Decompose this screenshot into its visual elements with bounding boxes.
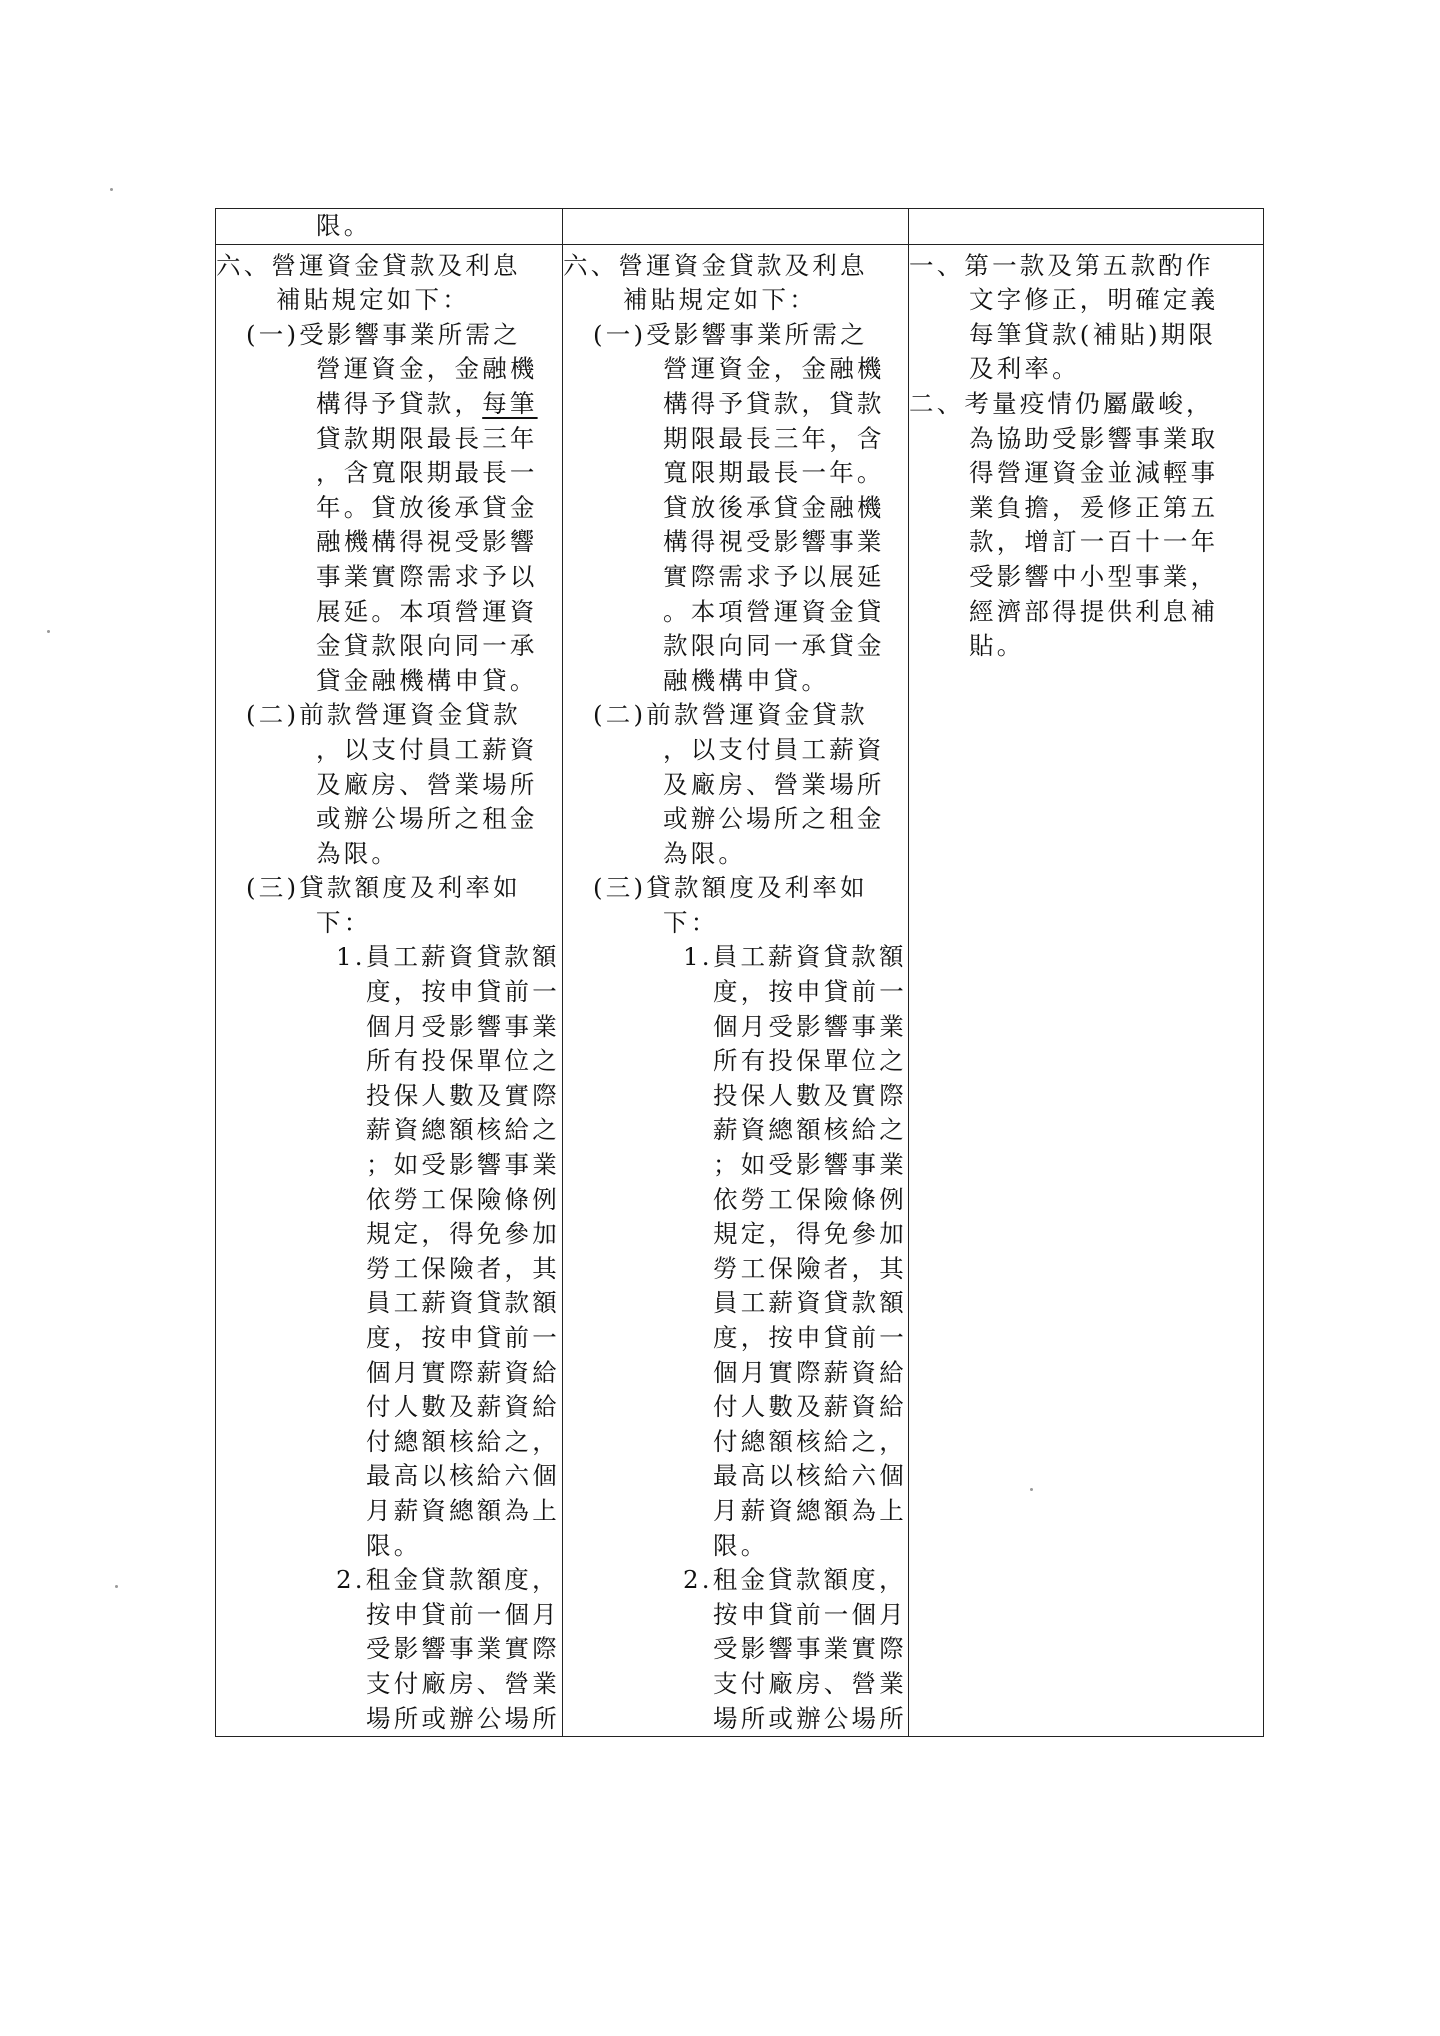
line-text: 受影響事業實際 bbox=[713, 1634, 907, 1664]
line-text: 及廠房、營業場所 bbox=[663, 769, 885, 799]
current-line bbox=[563, 1356, 908, 1391]
line-text: 支付廠房、營業 bbox=[366, 1668, 560, 1698]
line-text: 貼。 bbox=[969, 631, 1025, 661]
current-line bbox=[563, 422, 908, 457]
current-line bbox=[563, 1217, 908, 1252]
line-text: 最高以核給六個 bbox=[366, 1461, 560, 1491]
line-text: 場所或辦公場所 bbox=[713, 1703, 907, 1733]
amended-line bbox=[216, 387, 562, 422]
current-line bbox=[563, 1286, 908, 1321]
line-text: 二、考量疫情仍屬嚴峻， bbox=[909, 388, 1214, 418]
line-text: (一)受影響事業所需之 bbox=[246, 319, 521, 349]
amended-line bbox=[216, 1598, 562, 1633]
amended-line bbox=[216, 491, 562, 526]
amended-line bbox=[216, 1356, 562, 1391]
current-line bbox=[563, 1183, 908, 1218]
underlined-text: 每筆 bbox=[482, 388, 538, 418]
line-text: 按申貸前一個月 bbox=[366, 1599, 560, 1629]
explanation-line bbox=[909, 456, 1263, 491]
line-text: 月薪資總額為上 bbox=[713, 1495, 907, 1525]
current-line bbox=[563, 1563, 908, 1598]
line-text: 度，按申貸前一 bbox=[366, 1323, 560, 1352]
current-line bbox=[563, 871, 908, 906]
amended-line bbox=[216, 283, 562, 318]
column-current-text bbox=[563, 245, 908, 1737]
amended-line bbox=[216, 1113, 562, 1148]
current-line bbox=[563, 698, 908, 733]
amended-line bbox=[216, 1217, 562, 1252]
amended-line bbox=[216, 249, 562, 284]
current-line bbox=[563, 837, 908, 872]
current-line bbox=[563, 664, 908, 699]
line-text: (二)前款營運資金貸款 bbox=[246, 700, 521, 730]
current-line bbox=[563, 1494, 908, 1529]
amended-line bbox=[216, 1252, 562, 1287]
comparison-table bbox=[215, 208, 1264, 1737]
current-line bbox=[563, 1632, 908, 1667]
line-text: 補貼規定如下： bbox=[623, 285, 817, 315]
line-text: 員工薪資貸款額 bbox=[713, 1288, 907, 1318]
current-line bbox=[563, 940, 908, 975]
line-text: 限。 bbox=[366, 1530, 422, 1560]
line-text: 月薪資總額為上 bbox=[366, 1495, 560, 1525]
amended-line bbox=[216, 664, 562, 699]
amended-line bbox=[216, 1148, 562, 1183]
line-text: ，以支付員工薪資 bbox=[316, 734, 538, 764]
line-text: 1.員工薪資貸款額 bbox=[336, 942, 560, 972]
amended-line bbox=[216, 1010, 562, 1045]
current-line bbox=[563, 1148, 908, 1183]
line-text: 構得予貸款，貸款 bbox=[663, 388, 885, 418]
current-line bbox=[563, 733, 908, 768]
column-amended-text bbox=[216, 245, 562, 1737]
amended-line bbox=[216, 352, 562, 387]
line-text: 依勞工保險條例 bbox=[366, 1184, 560, 1214]
explanation-line bbox=[909, 560, 1263, 595]
amended-line bbox=[216, 560, 562, 595]
line-text: ，以支付員工薪資 bbox=[663, 734, 885, 764]
current-line bbox=[563, 560, 908, 595]
explanation-line bbox=[909, 595, 1263, 630]
amended-line bbox=[216, 318, 562, 353]
current-line bbox=[563, 525, 908, 560]
amended-line bbox=[216, 768, 562, 803]
current-line bbox=[563, 1459, 908, 1494]
current-line bbox=[563, 456, 908, 491]
amended-line bbox=[216, 456, 562, 491]
line-text: 為協助受影響事業取 bbox=[969, 423, 1219, 453]
current-line bbox=[563, 283, 908, 318]
current-line bbox=[563, 768, 908, 803]
line-text: 下： bbox=[663, 907, 719, 937]
line-text: 六、營運資金貸款及利息 bbox=[563, 250, 868, 280]
explanation-line bbox=[909, 525, 1263, 560]
amended-line bbox=[216, 837, 562, 872]
current-line bbox=[563, 802, 908, 837]
amended-line bbox=[216, 422, 562, 457]
line-text: 每筆貸款(補貼)期限 bbox=[969, 319, 1217, 349]
amended-line bbox=[216, 629, 562, 664]
current-line bbox=[563, 1529, 908, 1564]
line-text: 六、營運資金貸款及利息 bbox=[216, 250, 521, 280]
line-text: (三)貸款額度及利率如 bbox=[246, 873, 521, 903]
line-text: 得營運資金並減輕事 bbox=[969, 458, 1219, 488]
line-text: 金貸款限向同一承 bbox=[316, 631, 538, 661]
line-text: 最高以核給六個 bbox=[713, 1461, 907, 1491]
line-text: 按申貸前一個月 bbox=[713, 1599, 907, 1629]
line-text: 投保人數及實際 bbox=[366, 1080, 560, 1110]
line-text: ；如受影響事業 bbox=[713, 1150, 907, 1180]
line-text: 個月受影響事業 bbox=[713, 1011, 907, 1041]
amended-line bbox=[216, 1425, 562, 1460]
column-explanation bbox=[909, 244, 1264, 1737]
line-text: 規定，得免參加 bbox=[713, 1219, 907, 1249]
line-text: 付總額核給之， bbox=[366, 1426, 560, 1456]
line-text: 為限。 bbox=[663, 838, 747, 868]
line-text: 員工薪資貸款額 bbox=[366, 1288, 560, 1318]
scan-speck bbox=[115, 1585, 118, 1588]
current-line bbox=[563, 595, 908, 630]
line-text: 營運資金，金融機 bbox=[316, 354, 538, 384]
current-line bbox=[563, 629, 908, 664]
current-line bbox=[563, 352, 908, 387]
current-line bbox=[563, 318, 908, 353]
line-text: 融機構申貸。 bbox=[663, 665, 830, 695]
line-text: 業負擔，爰修正第五 bbox=[969, 492, 1219, 522]
current-line bbox=[563, 1702, 908, 1737]
line-text: 度，按申貸前一 bbox=[366, 977, 560, 1007]
line-text: 依勞工保險條例 bbox=[713, 1184, 907, 1214]
amended-line bbox=[216, 940, 562, 975]
line-text: 受影響事業實際 bbox=[366, 1634, 560, 1664]
line-text: 2.租金貸款額度， bbox=[683, 1565, 907, 1595]
explanation-line bbox=[909, 318, 1263, 353]
line-text: 限。 bbox=[713, 1530, 769, 1560]
line-text: 勞工保險者，其 bbox=[366, 1253, 560, 1283]
line-text: 付人數及薪資給 bbox=[713, 1392, 907, 1422]
line-text: 事業實際需求予以 bbox=[316, 561, 538, 591]
explanation-line bbox=[909, 629, 1263, 664]
line-text: 1.員工薪資貸款額 bbox=[683, 942, 907, 972]
column-explanation-text bbox=[909, 245, 1263, 664]
current-line bbox=[563, 1044, 908, 1079]
line-text: 貸款期限最長三年 bbox=[316, 423, 538, 453]
line-text: 薪資總額核給之 bbox=[366, 1115, 560, 1145]
current-line bbox=[563, 1252, 908, 1287]
line-text: ；如受影響事業 bbox=[366, 1150, 560, 1180]
line-text: 付人數及薪資給 bbox=[366, 1392, 560, 1422]
amended-line bbox=[216, 975, 562, 1010]
line-text: 款限向同一承貸金 bbox=[663, 631, 885, 661]
line-text: 為限。 bbox=[316, 838, 400, 868]
continuation-cell-amended bbox=[216, 209, 563, 245]
line-text: 貸放後承貸金融機 bbox=[663, 492, 885, 522]
amended-line bbox=[216, 1390, 562, 1425]
line-text: 所有投保單位之 bbox=[713, 1046, 907, 1076]
current-line bbox=[563, 1010, 908, 1045]
amended-line bbox=[216, 1632, 562, 1667]
explanation-line bbox=[909, 249, 1263, 284]
line-text: 構得視受影響事業 bbox=[663, 527, 885, 557]
line-text: 融機構得視受影響 bbox=[316, 527, 538, 557]
line-text: 度，按申貸前一 bbox=[713, 977, 907, 1007]
line-text: 一、第一款及第五款酌作 bbox=[909, 250, 1214, 280]
line-text: (二)前款營運資金貸款 bbox=[593, 700, 868, 730]
line-text: 。本項營運資金貸 bbox=[663, 596, 885, 626]
scan-speck bbox=[47, 630, 50, 633]
scan-speck bbox=[1030, 1488, 1033, 1491]
amended-line bbox=[216, 525, 562, 560]
line-text: (三)貸款額度及利率如 bbox=[593, 873, 868, 903]
line-text: 文字修正，明確定義 bbox=[969, 285, 1219, 315]
amended-line bbox=[216, 1321, 562, 1356]
amended-line bbox=[216, 871, 562, 906]
explanation-line bbox=[909, 422, 1263, 457]
line-text: 或辦公場所之租金 bbox=[663, 804, 885, 834]
amended-line bbox=[216, 1183, 562, 1218]
current-line bbox=[563, 1667, 908, 1702]
line-text: 構得予貸款， bbox=[316, 388, 483, 418]
current-line bbox=[563, 1598, 908, 1633]
amended-line bbox=[216, 906, 562, 941]
current-line bbox=[563, 975, 908, 1010]
line-text: 展延。本項營運資 bbox=[316, 596, 538, 626]
continuation-cell-current bbox=[563, 209, 909, 245]
amended-line bbox=[216, 1563, 562, 1598]
amended-line bbox=[216, 1459, 562, 1494]
line-text: 營運資金，金融機 bbox=[663, 354, 885, 384]
line-text: 及利率。 bbox=[969, 354, 1080, 384]
main-row bbox=[216, 244, 1264, 1737]
line-text: ，含寬限期最長一 bbox=[316, 458, 538, 488]
line-text: 個月受影響事業 bbox=[366, 1011, 560, 1041]
explanation-line bbox=[909, 491, 1263, 526]
line-text: 支付廠房、營業 bbox=[713, 1668, 907, 1698]
column-amended bbox=[216, 244, 563, 1737]
line-text: 投保人數及實際 bbox=[713, 1080, 907, 1110]
line-text: 度，按申貸前一 bbox=[713, 1323, 907, 1352]
line-text: 及廠房、營業場所 bbox=[316, 769, 538, 799]
current-line bbox=[563, 1425, 908, 1460]
line-text: 下： bbox=[316, 907, 372, 937]
line-text: 個月實際薪資給 bbox=[713, 1357, 907, 1387]
amended-line bbox=[216, 1044, 562, 1079]
line-text: 所有投保單位之 bbox=[366, 1046, 560, 1076]
line-text: 經濟部得提供利息補 bbox=[969, 596, 1219, 626]
current-line bbox=[563, 1321, 908, 1356]
line-text: (一)受影響事業所需之 bbox=[593, 319, 868, 349]
current-line bbox=[563, 491, 908, 526]
explanation-line bbox=[909, 352, 1263, 387]
line-text: 寬限期最長一年。 bbox=[663, 458, 885, 488]
line-text: 受影響中小型事業， bbox=[969, 561, 1219, 591]
line-text: 實際需求予以展延 bbox=[663, 561, 885, 591]
continuation-row bbox=[216, 209, 1264, 245]
amended-line bbox=[216, 595, 562, 630]
amended-line bbox=[216, 733, 562, 768]
line-text: 年。貸放後承貸金 bbox=[316, 492, 538, 522]
current-line bbox=[563, 906, 908, 941]
continuation-cell-explanation bbox=[909, 209, 1264, 245]
amended-line bbox=[216, 698, 562, 733]
scan-speck bbox=[110, 188, 113, 191]
current-line bbox=[563, 1113, 908, 1148]
line-text: 勞工保險者，其 bbox=[713, 1253, 907, 1283]
line-text: 付總額核給之， bbox=[713, 1426, 907, 1456]
current-line bbox=[563, 249, 908, 284]
line-text: 2.租金貸款額度， bbox=[336, 1565, 560, 1595]
current-line bbox=[563, 1079, 908, 1114]
column-current bbox=[563, 244, 909, 1737]
current-line bbox=[563, 387, 908, 422]
explanation-line bbox=[909, 283, 1263, 318]
amended-line bbox=[216, 1494, 562, 1529]
line-text: 或辦公場所之租金 bbox=[316, 804, 538, 834]
line-text: 個月實際薪資給 bbox=[366, 1357, 560, 1387]
amended-line bbox=[216, 1286, 562, 1321]
line-text: 規定，得免參加 bbox=[366, 1219, 560, 1249]
line-text: 款，增訂一百十一年 bbox=[969, 527, 1219, 557]
amended-line bbox=[216, 1702, 562, 1737]
line-text: 期限最長三年，含 bbox=[663, 423, 885, 453]
current-line bbox=[563, 1390, 908, 1425]
amended-line bbox=[216, 1529, 562, 1564]
line-text: 補貼規定如下： bbox=[276, 285, 470, 315]
continuation-line: 限。 bbox=[316, 211, 372, 240]
explanation-line bbox=[909, 387, 1263, 422]
line-text: 薪資總額核給之 bbox=[713, 1115, 907, 1145]
line-text: 貸金融機構申貸。 bbox=[316, 665, 538, 695]
amended-line bbox=[216, 1079, 562, 1114]
amended-line bbox=[216, 802, 562, 837]
amended-line bbox=[216, 1667, 562, 1702]
line-text: 場所或辦公場所 bbox=[366, 1703, 560, 1733]
